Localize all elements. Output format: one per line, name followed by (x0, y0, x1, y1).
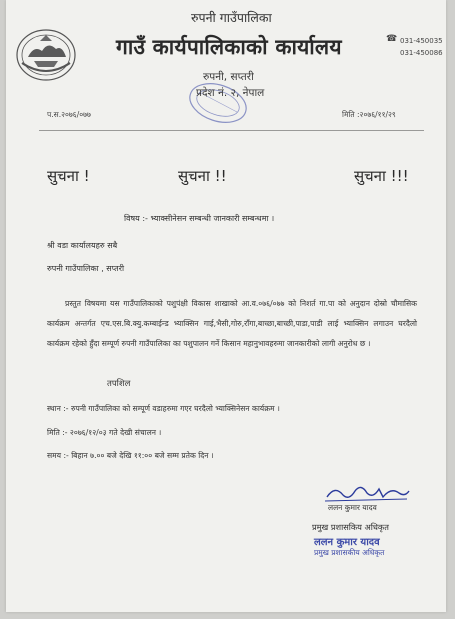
signatory-title: प्रमुख प्रशासकिय अधिकृत (312, 522, 389, 532)
subject-line: विषय :- भ्याक्सीनेसन सम्बन्धी जानकारी सम्बन्धमा । (124, 214, 275, 223)
notice-heading-2: सुचना !! (178, 167, 227, 185)
phone-icon: ☎ (386, 34, 398, 44)
nepal-emblem-icon (14, 27, 78, 87)
phone-number-2: 031-450086 (400, 49, 443, 57)
notice-heading-3: सुचना !!! (354, 167, 409, 185)
details-heading: तपशिल (107, 379, 131, 389)
name-stamp: ललन कुमार यादव (314, 537, 380, 548)
letter-page (6, 0, 446, 612)
fiscal-year-reference: प.स.२०७६/०७७ (47, 110, 91, 119)
address-line-1: रुपनी, सप्तरी (203, 71, 254, 83)
office-title: गाउँ कार्यपालिकाको कार्यालय (116, 35, 342, 59)
phone-number-1: 031-450035 (400, 37, 443, 45)
body-paragraph: प्रस्तुत विषयमा यस गाउँपालिकाको पशुपंक्षी विकास शाखाको आ.व.०७६/०७७ को निशर्त गा.पा को अनुदान दोस्रो चौमासिक कार्यक्रम अन्तर्गत एच.एस.बि.क्यु.कम्बाईन्ड भ्याक्सिन गाई,भैसी,गोरु,राँगा,बाच्छा,बाच्छी,पाडा,पाडी लाई भ्याक्सिन लगाउन घरदैलो कार्यक्रम रहेको हुँदा सम्पूर्ण रुपनी गाउँपालिका का पशुपालन गर्ने किसान महानुभावहरुमा जानकारीको लागी अनुरोध छ । (47, 299, 417, 348)
recipient-line-2: रुपनी गाउँपालिका , सप्तरी (47, 264, 125, 273)
notice-heading-1: सुचना ! (47, 167, 90, 185)
detail-date: मिति :- २०७६/१२/०३ गते देखी संचालन । (47, 428, 162, 437)
recipient-line-1: श्री वडा कार्यालयहरु सबै (47, 241, 118, 250)
title-stamp: प्रमुख प्रशासकीय अधिकृत (314, 548, 385, 557)
municipality-name: रुपनी गाउँपालिका (191, 10, 272, 25)
signatory-name: ललन कुमार यादव (328, 503, 377, 512)
detail-location: स्थान :- रुपनी गाउँपालिका को सम्पूर्ण वडाहरुमा गएर घरदैलो भ्याक्सिनेसन कार्यक्रम । (47, 404, 280, 413)
address-line-2: प्रदेश नं. २, नेपाल (196, 87, 265, 99)
letter-date: मिति :२०७६/११/२९ (342, 110, 396, 119)
detail-time: समय :- बिहान ७.०० बजे देखि ११:०० बजे सम्म प्रतेक दिन । (47, 451, 214, 460)
header-divider (39, 130, 424, 131)
